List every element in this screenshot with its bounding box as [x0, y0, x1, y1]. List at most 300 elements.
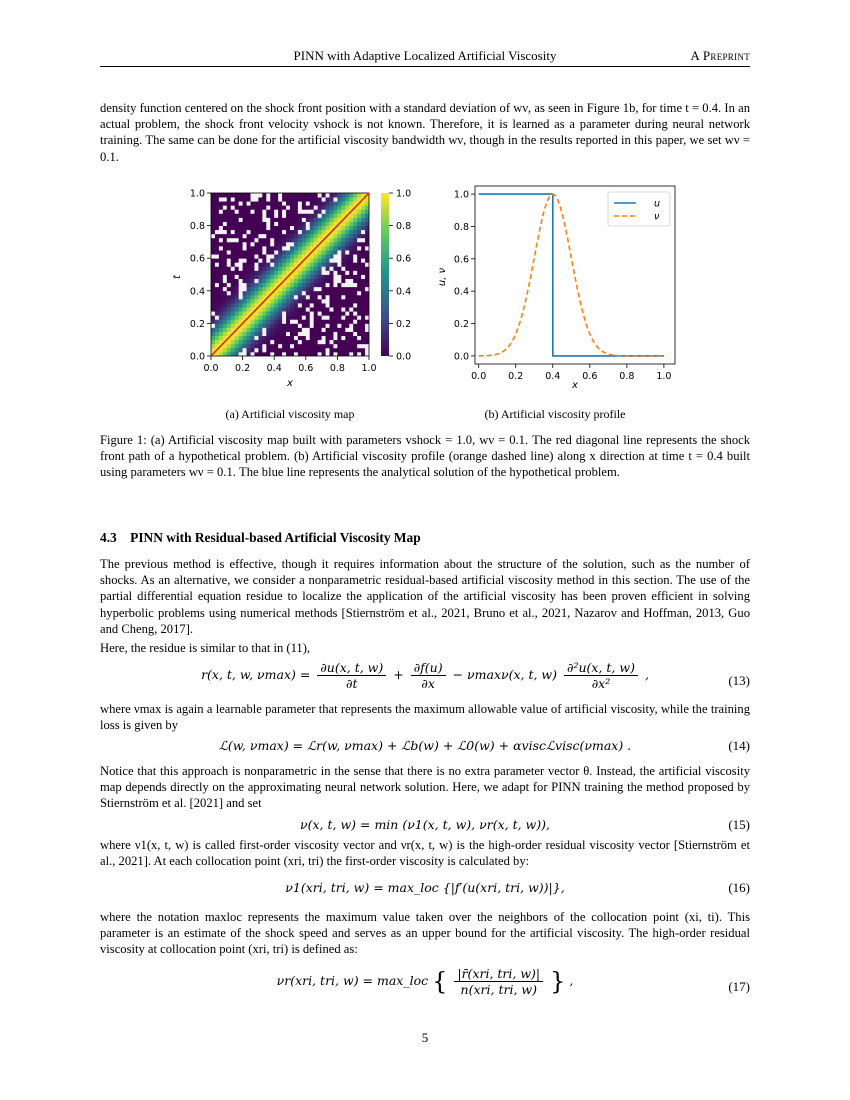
heatmap-cell: [282, 213, 286, 217]
heatmap-cell: [290, 262, 294, 266]
heatmap-cell: [274, 323, 278, 327]
heatmap-cell: [322, 319, 326, 323]
heatmap-cell: [286, 262, 290, 266]
heatmap-cell: [266, 266, 270, 270]
heatmap-cell: [330, 287, 334, 291]
heatmap-cell: [239, 348, 243, 352]
heatmap-cell: [353, 226, 357, 230]
heatmap-cell: [254, 332, 258, 336]
heatmap-cell: [310, 254, 314, 258]
heatmap-cell: [243, 307, 247, 311]
heatmap-cell: [326, 295, 330, 299]
heatmap-cell: [302, 234, 306, 238]
heatmap-cell: [247, 279, 251, 283]
heatmap-cell: [274, 234, 278, 238]
heatmap-cell: [278, 238, 282, 242]
heatmap-cell: [227, 230, 231, 234]
heatmap-cell: [345, 327, 349, 331]
heatmap-cell: [310, 323, 314, 327]
heatmap-cell: [345, 307, 349, 311]
heatmap-cell: [361, 311, 365, 315]
heatmap-cell: [349, 323, 353, 327]
heatmap-cell: [326, 226, 330, 230]
heatmap-y-tick-label: 0.4: [189, 286, 205, 298]
heatmap-cell: [219, 336, 223, 340]
heatmap-cell: [286, 299, 290, 303]
heatmap-cell: [235, 340, 239, 344]
heatmap-cell: [314, 340, 318, 344]
heatmap-cell: [223, 319, 227, 323]
heatmap-cell: [322, 311, 326, 315]
heatmap-cell: [333, 283, 337, 287]
heatmap-cell: [251, 295, 255, 299]
heatmap-cell: [314, 295, 318, 299]
heatmap-cell: [353, 332, 357, 336]
heatmap-cell: [330, 311, 334, 315]
heatmap-cell: [223, 275, 227, 279]
heatmap-cell: [341, 319, 345, 323]
heatmap-cell: [258, 242, 262, 246]
heatmap-cell: [353, 299, 357, 303]
heatmap-cell: [318, 291, 322, 295]
heatmap-cell: [330, 197, 334, 201]
heatmap-cell: [282, 299, 286, 303]
heatmap-cell: [278, 291, 282, 295]
heatmap-cell: [243, 344, 247, 348]
heatmap-cell: [330, 193, 334, 197]
heatmap-cell: [306, 323, 310, 327]
heatmap-cell: [223, 307, 227, 311]
heatmap-cell: [254, 319, 258, 323]
heatmap-cell: [322, 262, 326, 266]
heatmap-cell: [262, 303, 266, 307]
heatmap-cell: [337, 213, 341, 217]
heatmap-cell: [231, 193, 235, 197]
profile-x-tick-label: 0.6: [582, 371, 598, 382]
heatmap-cell: [290, 303, 294, 307]
eq13-f2n: ∂f(u): [411, 660, 446, 676]
heatmap-cell: [215, 250, 219, 254]
heatmap-cell: [231, 262, 235, 266]
heatmap-cell: [349, 246, 353, 250]
heatmap-cell: [357, 303, 361, 307]
heatmap-cell: [330, 222, 334, 226]
heatmap-cell: [215, 226, 219, 230]
heatmap-cell: [302, 303, 306, 307]
heatmap-cell: [235, 299, 239, 303]
heatmap-cell: [215, 299, 219, 303]
heatmap-cell: [306, 340, 310, 344]
heatmap-cell: [341, 270, 345, 274]
heatmap-cell: [219, 303, 223, 307]
heatmap-cell: [211, 262, 215, 266]
heatmap-cell: [353, 279, 357, 283]
heatmap-cell: [294, 238, 298, 242]
heatmap-cell: [314, 287, 318, 291]
heatmap-cell: [290, 275, 294, 279]
heatmap-cell: [326, 250, 330, 254]
heatmap-cell: [278, 262, 282, 266]
heatmap-cell: [326, 222, 330, 226]
heatmap-cell: [337, 319, 341, 323]
heatmap-cell: [262, 266, 266, 270]
heatmap-cell: [274, 315, 278, 319]
section-number: 4.3: [100, 530, 117, 545]
heatmap-cell: [330, 205, 334, 209]
heatmap-cell: [314, 254, 318, 258]
heatmap-cell: [243, 262, 247, 266]
profile-x-tick-label: 0.0: [471, 371, 487, 382]
heatmap-cell: [361, 303, 365, 307]
heatmap-cell: [341, 299, 345, 303]
heatmap-cell: [337, 230, 341, 234]
heatmap-cell: [322, 283, 326, 287]
heatmap-cell: [266, 319, 270, 323]
heatmap-cell: [223, 193, 227, 197]
heatmap-cell: [306, 258, 310, 262]
heatmap-cell: [235, 258, 239, 262]
heatmap-cell: [243, 217, 247, 221]
heatmap-cell: [353, 238, 357, 242]
heatmap-cell: [345, 311, 349, 315]
heatmap-cell: [278, 250, 282, 254]
heatmap-cell: [282, 250, 286, 254]
heatmap-cell: [235, 254, 239, 258]
heatmap-cell: [215, 234, 219, 238]
heatmap-cell: [314, 258, 318, 262]
heatmap-cell: [247, 262, 251, 266]
heatmap-cell: [318, 311, 322, 315]
heatmap-cell: [357, 230, 361, 234]
heatmap-cell: [330, 275, 334, 279]
heatmap-cell: [219, 193, 223, 197]
eq17-d: n(xri, tri, w): [460, 982, 537, 997]
heatmap-cell: [298, 213, 302, 217]
heatmap-cell: [286, 279, 290, 283]
heatmap-cell: [278, 327, 282, 331]
heatmap-cell: [322, 226, 326, 230]
heatmap-cell: [231, 209, 235, 213]
heatmap-cell: [278, 275, 282, 279]
heatmap-cell: [278, 246, 282, 250]
heatmap-cell: [219, 230, 223, 234]
intro-paragraph: density function centered on the shock front position with a standard deviation of wν, as seen in Figure 1b, for time t = 0.4. In an actual problem, the shock front velocity vshock is not known. Therefore, it is learned as a parameter during neural network training. The same can be done for the artificial viscosity bandwidth wν, though in the results reported in this paper, we set wν = 0.1.: [100, 101, 750, 164]
heatmap-cell: [330, 327, 334, 331]
heatmap-cell: [318, 258, 322, 262]
heatmap-cell: [239, 250, 243, 254]
heatmap-cell: [266, 315, 270, 319]
heatmap-cell: [262, 246, 266, 250]
heatmap-cell: [235, 303, 239, 307]
heatmap-cell: [278, 197, 282, 201]
heatmap-cell: [274, 266, 278, 270]
heatmap-cell: [282, 209, 286, 213]
paragraph-2: Here, the residue is similar to that in (11),: [100, 641, 311, 655]
heatmap-cell: [353, 283, 357, 287]
heatmap-cell: [266, 283, 270, 287]
heatmap-cell: [270, 307, 274, 311]
heatmap-cell: [286, 230, 290, 234]
heatmap-cell: [278, 315, 282, 319]
heatmap-cell: [322, 340, 326, 344]
heatmap-cell: [282, 201, 286, 205]
heatmap-cell: [211, 344, 215, 348]
heatmap-cell: [314, 323, 318, 327]
heatmap-cell: [243, 340, 247, 344]
heatmap-cell: [266, 222, 270, 226]
heatmap-cell: [274, 222, 278, 226]
heatmap-cell: [274, 291, 278, 295]
heatmap-cell: [251, 291, 255, 295]
heatmap-cell: [266, 254, 270, 258]
heatmap-cell: [294, 250, 298, 254]
heatmap-cell: [223, 299, 227, 303]
eq15-number: (15): [728, 817, 750, 832]
heatmap-cell: [345, 319, 349, 323]
heatmap-cell: [333, 332, 337, 336]
heatmap-cell: [251, 201, 255, 205]
heatmap-cell: [227, 287, 231, 291]
heatmap-cell: [330, 217, 334, 221]
colorbar-tick-label: 0.4: [396, 286, 412, 298]
heatmap-cell: [262, 242, 266, 246]
heatmap-cell: [357, 246, 361, 250]
heatmap-cell: [215, 279, 219, 283]
equation-17: [100, 966, 750, 1010]
heatmap-cell: [270, 209, 274, 213]
heatmap-cell: [247, 340, 251, 344]
heatmap-cell: [361, 270, 365, 274]
heatmap-cell: [251, 279, 255, 283]
heatmap-cell: [353, 275, 357, 279]
heatmap-cell: [322, 250, 326, 254]
heatmap-cell: [258, 275, 262, 279]
heatmap-cell: [306, 209, 310, 213]
heatmap-cell: [337, 258, 341, 262]
heatmap-cell: [341, 340, 345, 344]
heatmap-cell: [326, 332, 330, 336]
heatmap-cell: [270, 234, 274, 238]
heatmap-cell: [270, 213, 274, 217]
heatmap-cell: [357, 205, 361, 209]
heatmap-cell: [219, 234, 223, 238]
heatmap-cell: [349, 291, 353, 295]
heatmap-cell: [318, 217, 322, 221]
heatmap-cell: [239, 222, 243, 226]
heatmap-cell: [270, 201, 274, 205]
heatmap-cell: [223, 254, 227, 258]
heatmap-cell: [243, 226, 247, 230]
heatmap-cell: [231, 275, 235, 279]
heatmap-cell: [294, 287, 298, 291]
heatmap-cell: [322, 327, 326, 331]
heatmap-cell: [282, 234, 286, 238]
heatmap-cell: [278, 258, 282, 262]
heatmap-cell: [333, 336, 337, 340]
heatmap-cell: [361, 299, 365, 303]
heatmap-cell: [219, 315, 223, 319]
heatmap-cell: [294, 193, 298, 197]
heatmap-cell: [361, 287, 365, 291]
heatmap-cell: [310, 270, 314, 274]
heatmap-cell: [247, 287, 251, 291]
heatmap-cell: [274, 303, 278, 307]
heatmap-cell: [310, 201, 314, 205]
heatmap-cell: [262, 340, 266, 344]
eq17-tail: ,: [569, 973, 574, 988]
figure-caption: Figure 1: (a) Artificial viscosity map built with parameters vshock = 1.0, wν = 0.1. The red diagonal line represents the shock front path of a hypothetical problem. (b) Artificial viscosity profile (orange dashed line) along x direction at time t = 0.4 built using parameters wν = 0.1. The blue line represents the analytical solution of the hypothetical problem.: [100, 433, 750, 480]
heatmap-cell: [290, 295, 294, 299]
heatmap-cell: [330, 201, 334, 205]
heatmap-cell: [211, 299, 215, 303]
heatmap-cell: [258, 327, 262, 331]
heatmap-cell: [235, 213, 239, 217]
heatmap-cell: [278, 242, 282, 246]
heatmap-cell: [326, 344, 330, 348]
eq13-f1n: ∂u(x, t, w): [317, 660, 386, 676]
heatmap-cell: [251, 270, 255, 274]
profile-x-tick-label: 1.0: [656, 371, 672, 382]
heatmap-cell: [243, 230, 247, 234]
heatmap-cell: [278, 266, 282, 270]
heatmap-cell: [286, 197, 290, 201]
heatmap-cell: [243, 250, 247, 254]
heatmap-cell: [282, 311, 286, 315]
heatmap-cell: [345, 323, 349, 327]
heatmap-cell: [266, 323, 270, 327]
heatmap-cell: [247, 303, 251, 307]
heatmap-cell: [290, 193, 294, 197]
heatmap-cell: [211, 201, 215, 205]
heatmap-cell: [274, 254, 278, 258]
heatmap-cell: [302, 315, 306, 319]
heatmap-cell: [290, 315, 294, 319]
heatmap-cell: [294, 303, 298, 307]
heatmap-cell: [282, 226, 286, 230]
heatmap-cell: [290, 327, 294, 331]
heatmap-cell: [330, 266, 334, 270]
heatmap-cell: [270, 250, 274, 254]
heatmap-cell: [227, 205, 231, 209]
heatmap-x-tick-label: 0.0: [203, 363, 219, 374]
heatmap-cell: [306, 246, 310, 250]
heatmap-cell: [215, 266, 219, 270]
heatmap-cell: [337, 307, 341, 311]
heatmap-cell: [298, 307, 302, 311]
heatmap-cell: [337, 299, 341, 303]
heatmap-cell: [318, 283, 322, 287]
heatmap-cell: [330, 258, 334, 262]
heatmap-cell: [298, 344, 302, 348]
heatmap-cell: [243, 332, 247, 336]
heatmap-cell: [333, 209, 337, 213]
heatmap-cell: [274, 340, 278, 344]
heatmap-cell: [262, 307, 266, 311]
heatmap-cell: [231, 234, 235, 238]
heatmap-cell: [306, 348, 310, 352]
heatmap-cell: [294, 319, 298, 323]
profile-x-tick-label: 0.8: [619, 371, 635, 382]
heatmap-cell: [254, 348, 258, 352]
heatmap-cell: [349, 283, 353, 287]
heatmap-cell: [235, 291, 239, 295]
heatmap-cell: [322, 275, 326, 279]
heatmap-cell: [357, 291, 361, 295]
heatmap-cell: [298, 226, 302, 230]
heatmap-cell: [227, 217, 231, 221]
heatmap-cell: [251, 197, 255, 201]
heatmap-cell: [290, 205, 294, 209]
heatmap-cell: [298, 275, 302, 279]
heatmap-cell: [361, 279, 365, 283]
heatmap-cell: [361, 254, 365, 258]
heatmap-cell: [341, 275, 345, 279]
heatmap-cell: [333, 201, 337, 205]
heatmap-cell: [314, 291, 318, 295]
heatmap-cell: [306, 217, 310, 221]
heatmap-cell: [345, 291, 349, 295]
heatmap-cell: [286, 303, 290, 307]
heatmap-cell: [337, 283, 341, 287]
eq13-f3n: ∂²u(x, t, w): [564, 660, 638, 676]
heatmap-cell: [223, 201, 227, 205]
heatmap-cell: [278, 295, 282, 299]
heatmap-cell: [349, 319, 353, 323]
heatmap-cell: [302, 230, 306, 234]
page-number: 5: [421, 1030, 429, 1045]
heatmap-cell: [262, 226, 266, 230]
heatmap-cell: [274, 319, 278, 323]
heatmap-cell: [235, 275, 239, 279]
heatmap-cell: [322, 205, 326, 209]
heatmap-cell: [231, 197, 235, 201]
heatmap-cell: [247, 230, 251, 234]
heatmap-cell: [239, 299, 243, 303]
heatmap-cell: [286, 193, 290, 197]
heatmap-cell: [294, 283, 298, 287]
heatmap-cell: [258, 287, 262, 291]
heatmap-cell: [337, 262, 341, 266]
heatmap-cell: [330, 307, 334, 311]
heatmap-cell: [357, 238, 361, 242]
heatmap-cell: [231, 205, 235, 209]
heatmap-cell: [247, 226, 251, 230]
heatmap-cell: [306, 213, 310, 217]
heatmap-cell: [333, 246, 337, 250]
heatmap-cell: [361, 246, 365, 250]
heatmap-cell: [326, 327, 330, 331]
heatmap-cell: [341, 222, 345, 226]
heatmap-cell: [322, 299, 326, 303]
heatmap-cell: [318, 336, 322, 340]
heatmap-cell: [278, 344, 282, 348]
heatmap-cell: [278, 332, 282, 336]
heatmap-cell: [290, 348, 294, 352]
heatmap-cell: [361, 295, 365, 299]
heatmap-cell: [266, 197, 270, 201]
heatmap-cell: [353, 303, 357, 307]
heatmap-cell: [266, 344, 270, 348]
heatmap-cell: [310, 217, 314, 221]
heatmap-cell: [215, 197, 219, 201]
heatmap-cell: [361, 344, 365, 348]
heatmap-cell: [227, 291, 231, 295]
heatmap-cell: [345, 262, 349, 266]
heatmap-cell: [223, 234, 227, 238]
heatmap-cell: [353, 197, 357, 201]
heatmap-cell: [337, 234, 341, 238]
heatmap-cell: [270, 311, 274, 315]
